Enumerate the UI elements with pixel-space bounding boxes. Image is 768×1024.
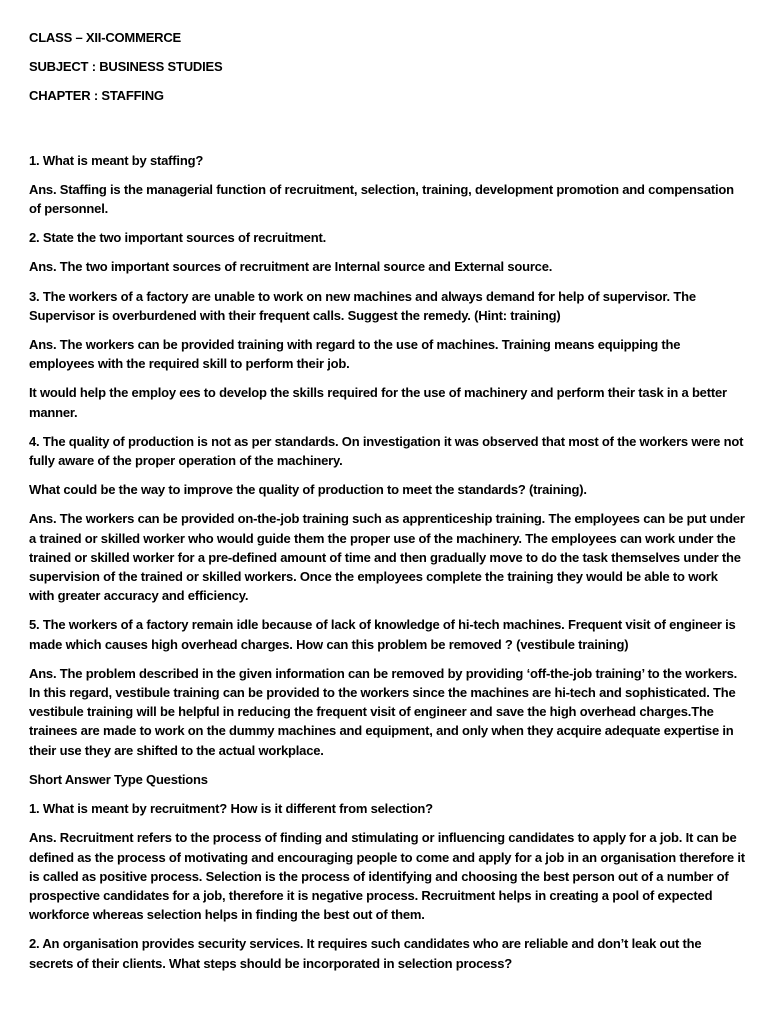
question-2: 2. State the two important sources of recruitment. — [29, 230, 326, 246]
question-3: 3. The workers of a factory are unable to work on new machines and always demand for help of supervisor. The Supervisor is overburdened with their frequent calls. Suggest the remedy. (Hint: training) — [29, 288, 696, 323]
answer-4: Ans. The workers can be provided on-the-job training such as apprenticeship training. The employees can be put under a trained or skilled worker who would guide them the proper use of the machinery. The employees can work under the trained or skilled worker for a pre-defined amount of time and then gradually move to do the task themselves under the supervision of the trained or skilled workers. Once the employees complete the training they would be able to work with greater accuracy and efficiency. — [29, 511, 745, 604]
question-4-continued: What could be the way to improve the quality of production to meet the standards? (training). — [29, 482, 587, 498]
question-1: 1. What is meant by staffing? — [29, 152, 204, 168]
answer-2: Ans. The two important sources of recruitment are Internal source and External source. — [29, 259, 553, 275]
answer-3: Ans. The workers can be provided training with regard to the use of machines. Training means equipping the employees with the required skill to perform their job. — [29, 337, 681, 372]
question-5: 5. The workers of a factory remain idle because of lack of knowledge of hi-tech machines. Frequent visit of engineer is made which causes high overhead charges. How can this problem be removed ? (vestibule training) — [29, 617, 736, 652]
answer-3-continued: It would help the employ ees to develop the skills required for the use of machinery and perform their task in a better manner. — [29, 385, 727, 420]
question-4: 4. The quality of production is not as per standards. On investigation it was observed that most of the workers were not fully aware of the proper operation of the machinery. — [29, 433, 744, 469]
class-heading: CLASS – XII-COMMERCE — [29, 30, 182, 45]
short-question-1: 1. What is meant by recruitment? How is it different from selection? — [29, 801, 433, 817]
answer-5: Ans. The problem described in the given information can be removed by providing ‘off-the-job training’ to the workers. In this regard, vestibule training can be provided to the workers since the machines are hi-tech and sophisticated. The vestibule training will be helpful in reducing the frequent visit of engineer and save the high overhead charges.The trainees are made to work on the dummy machines and equipment, and only when they acquire adequate expertise in their use they are shifted to the actual workplace. — [29, 665, 738, 758]
subject-heading: SUBJECT : BUSINESS STUDIES — [29, 59, 223, 75]
chapter-heading: CHAPTER : STAFFING — [29, 88, 164, 104]
short-answer-1: Ans. Recruitment refers to the process of finding and stimulating or influencing candidates to apply for a job. It can be defined as the process of motivating and encouraging people to come and apply for a job in an organisation therefore it is called as positive process. Selection is the process of identifying and choosing the best person out of a number of prospective candidates for a job, therefore it is negative process. Recruitment helps in creating a pool of expected workforce whereas selection helps in finding the best out of them. — [29, 830, 745, 923]
section-heading: Short Answer Type Questions — [29, 771, 208, 787]
short-question-2: 2. An organisation provides security services. It requires such candidates who are reliable and don’t leak out the secrets of their clients. What steps should be incorporated in selection process? — [29, 936, 702, 971]
answer-1: Ans. Staffing is the managerial function of recruitment, selection, training, development promotion and compensation of personnel. — [29, 181, 734, 217]
document-page — [29, 28, 745, 983]
